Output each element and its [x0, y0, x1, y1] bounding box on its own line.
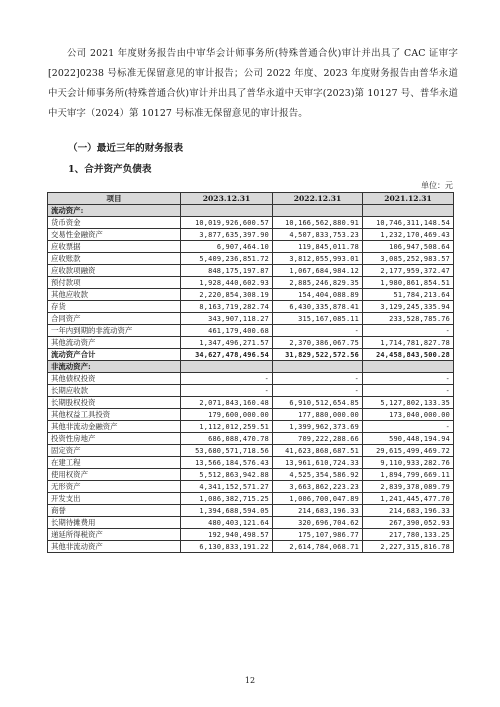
row-label: 长期应收款: [48, 385, 181, 397]
row-value: 6,907,464.10: [181, 241, 273, 253]
table-row: [48, 517, 454, 529]
row-value: 1,112,012,259.51: [181, 421, 273, 433]
row-value: 3,812,055,993.01: [273, 253, 363, 265]
row-value: 1,714,781,827.78: [363, 337, 454, 349]
row-value: 1,067,684,984.12: [273, 265, 363, 277]
row-value: 480,403,121.64: [181, 517, 273, 529]
row-value: 4,525,354,586.92: [273, 469, 363, 481]
row-value: 10,166,562,880.91: [273, 217, 363, 229]
row-value: 214,683,196.33: [363, 505, 454, 517]
row-value: 1,006,700,047.89: [273, 493, 363, 505]
table-row: [48, 529, 454, 541]
row-label: 递延所得税资产: [48, 529, 181, 541]
header-item: 项目: [48, 193, 181, 205]
row-value: 3,085,252,983.57: [363, 253, 454, 265]
row-value: 848,175,197.87: [181, 265, 273, 277]
section-row: [48, 205, 454, 217]
row-value: [363, 361, 454, 373]
table-row: [48, 313, 454, 325]
row-value: 8,163,719,282.74: [181, 301, 273, 313]
row-value: 1,232,170,469.43: [363, 229, 454, 241]
row-value: 1,399,962,373.69: [273, 421, 363, 433]
table-row: [48, 493, 454, 505]
table-row: [48, 421, 454, 433]
row-value: 1,086,382,715.25: [181, 493, 273, 505]
row-value: 590,448,194.94: [363, 433, 454, 445]
table-row: [48, 325, 454, 337]
table-row: [48, 469, 454, 481]
row-label: 一年内到期的非流动资产: [48, 325, 181, 337]
header-2022: 2022.12.31: [273, 193, 363, 205]
row-value: 34,627,478,496.54: [181, 349, 273, 361]
row-label: 其他债权投资: [48, 373, 181, 385]
row-value: 2,839,378,089.79: [363, 481, 454, 493]
row-label: 应收账款: [48, 253, 181, 265]
table-header-row: [48, 193, 454, 205]
row-value: 2,071,843,160.48: [181, 397, 273, 409]
row-label: 长期股权投资: [48, 397, 181, 409]
row-value: -: [273, 325, 363, 337]
row-label: 投资性房地产: [48, 433, 181, 445]
row-label: 货币资金: [48, 217, 181, 229]
row-value: 2,220,854,308.19: [181, 289, 273, 301]
row-value: 6,130,833,191.22: [181, 541, 273, 553]
table-row: [48, 289, 454, 301]
table-title: 1、合并资产负债表: [68, 164, 152, 175]
row-value: [273, 205, 363, 217]
row-value: 1,894,799,669.11: [363, 469, 454, 481]
row-value: 320,696,704.62: [273, 517, 363, 529]
row-label: 无形资产: [48, 481, 181, 493]
row-value: 709,222,288.66: [273, 433, 363, 445]
row-value: [363, 205, 454, 217]
row-value: 1,241,445,477.70: [363, 493, 454, 505]
row-value: 267,390,052.93: [363, 517, 454, 529]
row-value: 1,347,496,271.57: [181, 337, 273, 349]
row-value: 24,458,843,500.28: [363, 349, 454, 361]
row-value: 175,107,986.77: [273, 529, 363, 541]
row-value: 192,940,498.57: [181, 529, 273, 541]
row-label: 商誉: [48, 505, 181, 517]
row-value: 5,512,863,942.88: [181, 469, 273, 481]
table-row: [48, 433, 454, 445]
table-row: [48, 253, 454, 265]
row-value: -: [181, 373, 273, 385]
row-value: 13,961,610,724.33: [273, 457, 363, 469]
table-row: [48, 409, 454, 421]
row-value: 3,129,245,335.94: [363, 301, 454, 313]
row-value: -: [363, 373, 454, 385]
row-value: 2,177,959,372.47: [363, 265, 454, 277]
section-heading: （一）最近三年的财务报表: [68, 143, 184, 154]
row-value: 4,507,833,753.23: [273, 229, 363, 241]
row-value: 1,928,440,602.93: [181, 277, 273, 289]
row-value: 686,088,470.78: [181, 433, 273, 445]
row-value: [273, 361, 363, 373]
table-row: [48, 217, 454, 229]
row-label: 固定资产: [48, 445, 181, 457]
row-value: [181, 361, 273, 373]
row-value: 10,019,926,600.57: [181, 217, 273, 229]
row-value: 217,780,133.25: [363, 529, 454, 541]
row-value: 9,110,933,282.76: [363, 457, 454, 469]
table-row: [48, 265, 454, 277]
intro-paragraph: 公司 2021 年度财务报告由中审华会计师事务所(特殊普通合伙)审计并出具了 CAC 证审字[2022]0238 号标准无保留意见的审计报告；公司 2022 年度、2023 年度财务报告由普华永道中天会计师事务所(特殊普通合伙)审计并出具了普华永道中天审字(2023)第 10127 号、普华永道中天审字（2024）第 10127 号标准无保留意见的审计报告。: [48, 48, 458, 119]
row-value: 3,877,635,397.90: [181, 229, 273, 241]
row-label: 其他非流动资产: [48, 541, 181, 553]
section-row: [48, 361, 454, 373]
row-value: 2,370,386,067.75: [273, 337, 363, 349]
header-2023: 2023.12.31: [181, 193, 273, 205]
table-row: [48, 337, 454, 349]
row-value: 3,663,862,223.23: [273, 481, 363, 493]
row-value: -: [273, 385, 363, 397]
row-value: 5,127,802,133.35: [363, 397, 454, 409]
row-value: 1,980,861,854.51: [363, 277, 454, 289]
row-label: 在建工程: [48, 457, 181, 469]
row-value: 6,910,512,654.85: [273, 397, 363, 409]
table-row: [48, 457, 454, 469]
row-value: 2,885,246,829.35: [273, 277, 363, 289]
row-label: 其他流动资产: [48, 337, 181, 349]
row-value: 233,528,785.76: [363, 313, 454, 325]
row-value: 31,829,522,572.56: [273, 349, 363, 361]
table-row: [48, 373, 454, 385]
row-label: 开发支出: [48, 493, 181, 505]
row-value: 177,880,000.00: [273, 409, 363, 421]
table-row: [48, 481, 454, 493]
row-value: 2,614,784,068.71: [273, 541, 363, 553]
table-row: [48, 277, 454, 289]
row-value: 51,784,213.64: [363, 289, 454, 301]
row-value: 4,341,152,571.27: [181, 481, 273, 493]
row-value: -: [363, 385, 454, 397]
table-row: [48, 229, 454, 241]
row-label: 使用权资产: [48, 469, 181, 481]
row-label: 其他应收款: [48, 289, 181, 301]
row-value: 41,623,868,687.51: [273, 445, 363, 457]
row-label: 其他权益工具投资: [48, 409, 181, 421]
row-value: 106,947,508.64: [363, 241, 454, 253]
table-row: [48, 385, 454, 397]
row-label: 交易性金融资产: [48, 229, 181, 241]
balance-sheet-table: [47, 192, 454, 553]
row-value: 2,227,315,816.78: [363, 541, 454, 553]
row-value: 154,404,088.89: [273, 289, 363, 301]
row-label: 其他非流动金融资产: [48, 421, 181, 433]
table-row: [48, 445, 454, 457]
unit-label: 单位：元: [421, 181, 453, 190]
row-value: 5,409,236,851.72: [181, 253, 273, 265]
row-label: 预付款项: [48, 277, 181, 289]
row-value: -: [273, 373, 363, 385]
page-number: 12: [244, 676, 256, 685]
header-2021: 2021.12.31: [363, 193, 454, 205]
row-label: 流动资产:: [48, 205, 181, 217]
row-label: 应收票据: [48, 241, 181, 253]
total-row: [48, 349, 454, 361]
row-value: 53,680,571,718.56: [181, 445, 273, 457]
row-value: 13,566,184,576.43: [181, 457, 273, 469]
row-label: 应收款项融资: [48, 265, 181, 277]
row-value: 461,179,400.68: [181, 325, 273, 337]
row-value: 29,615,499,469.72: [363, 445, 454, 457]
row-label: 非流动资产:: [48, 361, 181, 373]
row-value: [181, 205, 273, 217]
row-label: 合同资产: [48, 313, 181, 325]
table-row: [48, 505, 454, 517]
row-value: 343,907,118.27: [181, 313, 273, 325]
row-value: 6,430,335,878.41: [273, 301, 363, 313]
table-row: [48, 397, 454, 409]
row-value: -: [363, 421, 454, 433]
row-value: 315,167,085.11: [273, 313, 363, 325]
table-row: [48, 301, 454, 313]
row-label: 长期待摊费用: [48, 517, 181, 529]
row-label: 存货: [48, 301, 181, 313]
table-row: [48, 241, 454, 253]
row-value: 119,845,011.78: [273, 241, 363, 253]
row-value: -: [363, 325, 454, 337]
row-value: 10,746,311,148.54: [363, 217, 454, 229]
table-row: [48, 541, 454, 553]
row-value: 179,600,000.00: [181, 409, 273, 421]
row-value: -: [181, 385, 273, 397]
row-value: 173,040,000.00: [363, 409, 454, 421]
row-value: 214,683,196.33: [273, 505, 363, 517]
row-value: 1,394,688,594.05: [181, 505, 273, 517]
row-label: 流动资产合计: [48, 349, 181, 361]
